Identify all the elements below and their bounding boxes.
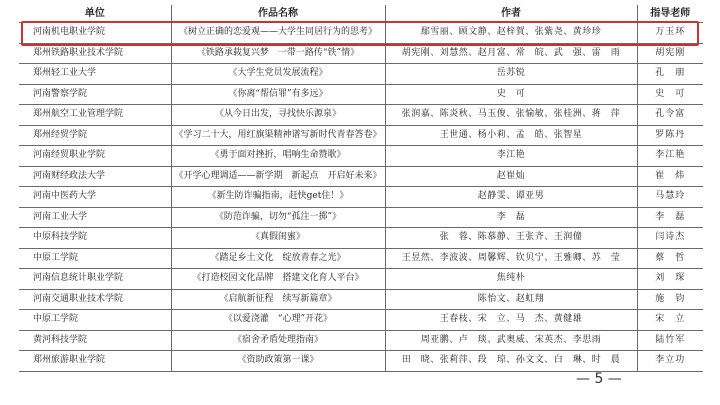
table-row xyxy=(19,23,703,44)
cell-authors: 焦纯朴 xyxy=(385,269,637,290)
cell-unit: 中原工学院 xyxy=(19,248,171,269)
cell-work: 《树立正确的恋爱观——大学生同居行为的思考》 xyxy=(171,23,385,44)
table-row xyxy=(19,351,703,372)
cell-work: 《踏足乡土文化 绽放青春之光》 xyxy=(171,248,385,269)
table-row xyxy=(19,310,703,331)
cell-teacher: 孔令富 xyxy=(637,105,703,126)
cell-work: 《启航新征程 续写新篇章》 xyxy=(171,289,385,310)
header-work: 作品名称 xyxy=(171,5,385,23)
cell-unit: 河南机电职业学院 xyxy=(19,23,171,44)
cell-teacher: 蔡 哲 xyxy=(637,248,703,269)
cell-teacher: 崔 炜 xyxy=(637,166,703,187)
cell-authors: 李 磊 xyxy=(385,207,637,228)
cell-unit: 郑州航空工业管理学院 xyxy=(19,105,171,126)
cell-work: 《大学生党员发展流程》 xyxy=(171,64,385,85)
awards-table xyxy=(19,5,703,372)
table-row xyxy=(19,289,703,310)
cell-unit: 郑州轻工业大学 xyxy=(19,64,171,85)
table-row xyxy=(19,84,703,105)
header-authors: 作者 xyxy=(385,5,637,23)
cell-teacher: 闫诗杰 xyxy=(637,228,703,249)
cell-authors: 王世通、杨小莉、孟 皓、张智星 xyxy=(385,125,637,146)
cell-work: 《真假闺蜜》 xyxy=(171,228,385,249)
cell-unit: 河南财经政法大学 xyxy=(19,166,171,187)
table-row xyxy=(19,207,703,228)
table-row xyxy=(19,187,703,208)
cell-authors: 张润嘉、陈炎秋、马玉俊、张愉敏、张桂洲、蒋 萍 xyxy=(385,105,637,126)
cell-unit: 河南警察学院 xyxy=(19,84,171,105)
cell-authors: 赵静雯、谭亚男 xyxy=(385,187,637,208)
table-body xyxy=(19,23,703,372)
header-teacher: 指导老师 xyxy=(637,5,703,23)
cell-work: 《勇于面对挫折，唱响生命赞歌》 xyxy=(171,146,385,167)
cell-teacher: 施 钧 xyxy=(637,289,703,310)
cell-authors: 胡宪刚、刘慧然、赵月富、常 皖、武 强、雷 雨 xyxy=(385,43,637,64)
cell-teacher: 孔 朋 xyxy=(637,64,703,85)
cell-teacher: 宋 立 xyxy=(637,310,703,331)
cell-authors: 周亚鹏、卢 琰、武奥威、宋英杰、李思雨 xyxy=(385,330,637,351)
table-row xyxy=(19,125,703,146)
cell-teacher: 刘 琛 xyxy=(637,269,703,290)
document-sheet xyxy=(19,5,703,372)
cell-work: 《资助政策第一课》 xyxy=(171,351,385,372)
table-row xyxy=(19,166,703,187)
cell-unit: 河南经贸职业学院 xyxy=(19,146,171,167)
cell-teacher: 李江艳 xyxy=(637,146,703,167)
cell-unit: 河南中医药大学 xyxy=(19,187,171,208)
cell-authors: 鄢雪丽、顾文静、赵梓賀、张紫尧、黄珍珍 xyxy=(385,23,637,44)
cell-teacher: 李立功 xyxy=(637,351,703,372)
cell-teacher: 万玉环 xyxy=(637,23,703,44)
cell-work: 《你离“帮信罪”有多远》 xyxy=(171,84,385,105)
cell-work: 《开学心理调适——新学期 新起点 开启好未来》 xyxy=(171,166,385,187)
table-row xyxy=(19,228,703,249)
cell-work: 《宿舍矛盾处理指南》 xyxy=(171,330,385,351)
cell-authors: 岳苏锐 xyxy=(385,64,637,85)
cell-unit: 河南信息统计职业学院 xyxy=(19,269,171,290)
cell-authors: 赵崔灿 xyxy=(385,166,637,187)
table-row xyxy=(19,330,703,351)
table-row xyxy=(19,43,703,64)
cell-teacher: 李 磊 xyxy=(637,207,703,228)
cell-teacher: 史 可 xyxy=(637,84,703,105)
cell-work: 《防范诈骗，切勿“孤注一掷”》 xyxy=(171,207,385,228)
cell-unit: 黄河科技学院 xyxy=(19,330,171,351)
cell-unit: 郑州经贸学院 xyxy=(19,125,171,146)
table-row xyxy=(19,146,703,167)
cell-teacher: 陆竹军 xyxy=(637,330,703,351)
cell-unit: 郑州旅游职业学院 xyxy=(19,351,171,372)
table-header-row xyxy=(19,5,703,23)
table-row xyxy=(19,248,703,269)
cell-teacher: 胡宪刚 xyxy=(637,43,703,64)
cell-authors: 陈怡文、赵虹翔 xyxy=(385,289,637,310)
cell-work: 《铁路承载复兴梦 一带一路传“铁”情》 xyxy=(171,43,385,64)
cell-authors: 王昱然、李波波、周馨辉、钦贝宁、王雅卿、苏 莹 xyxy=(385,248,637,269)
cell-unit: 中原工学院 xyxy=(19,310,171,331)
table-row xyxy=(19,64,703,85)
table-row xyxy=(19,105,703,126)
cell-work: 《新生防诈骗指南，赶快get住！》 xyxy=(171,187,385,208)
cell-work: 《学习二十大，用红旗渠精神谱写新时代青春答卷》 xyxy=(171,125,385,146)
cell-authors: 张 蓉、陈慕静、王张齐、王润僮 xyxy=(385,228,637,249)
cell-authors: 李江艳 xyxy=(385,146,637,167)
cell-authors: 田 晓、张莉萍、段 琼、孙文文、白 琳、时 晨 xyxy=(385,351,637,372)
cell-unit: 中原科技学院 xyxy=(19,228,171,249)
cell-unit: 河南工业大学 xyxy=(19,207,171,228)
cell-authors: 王春枝、宋 立、马 杰、黄健雄 xyxy=(385,310,637,331)
cell-authors: 史 可 xyxy=(385,84,637,105)
page-number: — 5 — xyxy=(576,371,622,387)
cell-work: 《打造校园文化品牌 搭建文化育人平台》 xyxy=(171,269,385,290)
cell-work: 《从今日出发，寻找快乐源泉》 xyxy=(171,105,385,126)
cell-unit: 河南交通职业技术学院 xyxy=(19,289,171,310)
header-unit: 单位 xyxy=(19,5,171,23)
cell-work: 《以爱浇灌 “心理”开花》 xyxy=(171,310,385,331)
cell-teacher: 罗陈丹 xyxy=(637,125,703,146)
cell-unit: 郑州铁路职业技术学院 xyxy=(19,43,171,64)
table-row xyxy=(19,269,703,290)
cell-teacher: 马慧玲 xyxy=(637,187,703,208)
